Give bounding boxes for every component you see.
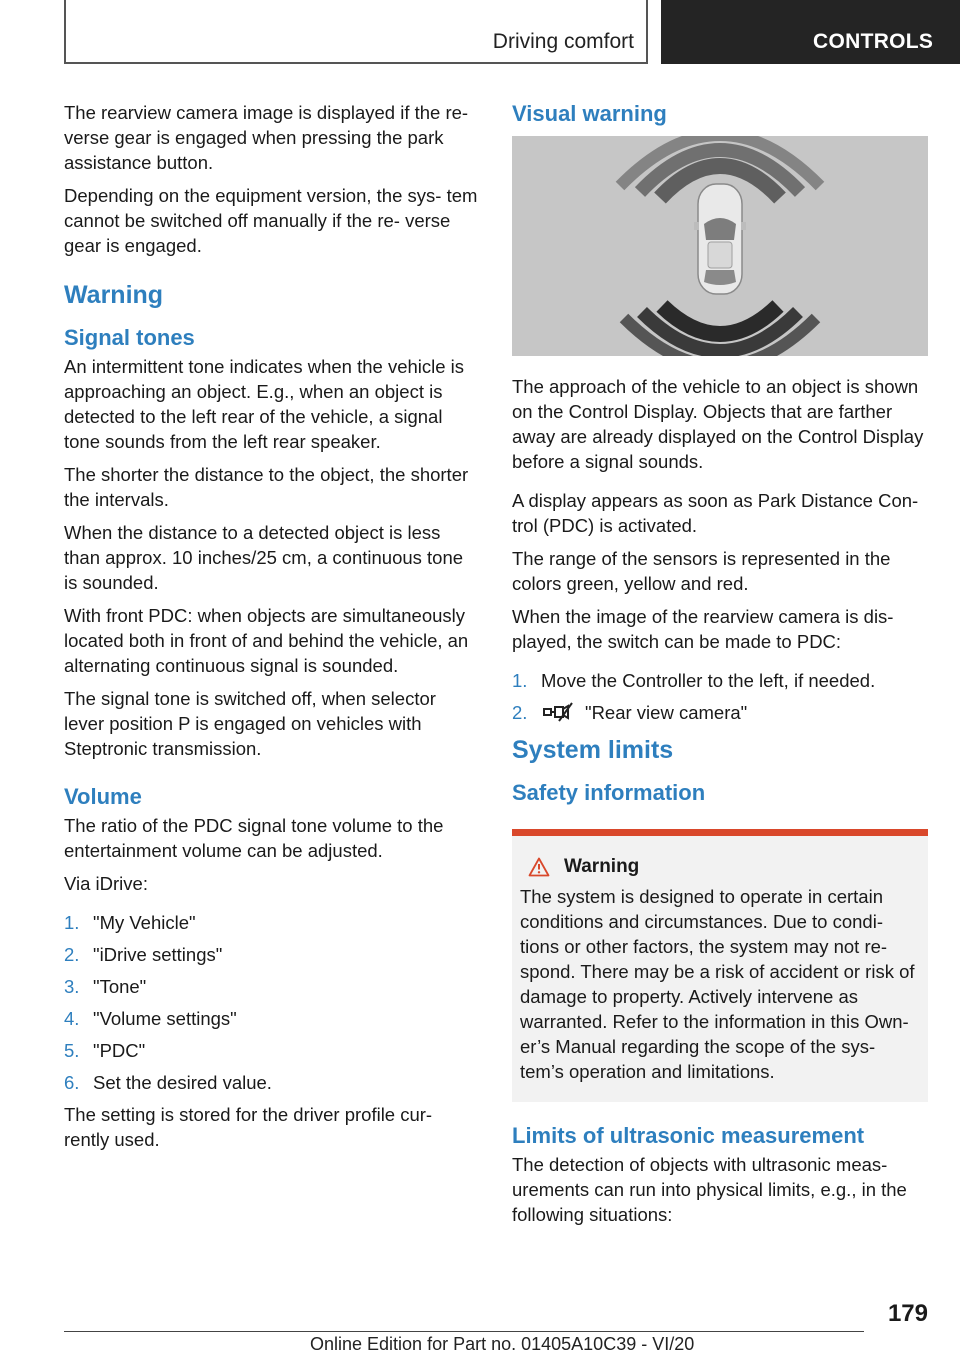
right-column — [512, 100, 928, 1235]
header-chapter-tab: CONTROLS — [661, 0, 960, 64]
list-item — [64, 942, 480, 967]
heading-volume: Volume — [64, 784, 142, 809]
step-text: "My Vehicle" — [93, 912, 196, 933]
list-item — [512, 700, 928, 725]
intro-paragraph-2: Depending on the equipment version, the sys‐ tem cannot be switched off manually if the re‐ verse gear is engaged. — [64, 185, 478, 256]
intro-paragraph-1: The rearview camera image is displayed if the re‐ verse gear is engaged when pressing the park assistance button. — [64, 102, 469, 173]
pdc-switch-steps-list — [512, 668, 928, 725]
warning-box-title — [520, 856, 920, 878]
volume-steps-list — [64, 910, 480, 1095]
heading-ultrasonic-limits: Limits of ultrasonic measurement — [512, 1123, 865, 1148]
left-column — [64, 100, 480, 1160]
ultrasonic-paragraph-1: The detection of objects with ultrasonic meas‐ urements can run into physical limits, e.g., in the following situations: — [512, 1154, 907, 1225]
step-text: "Volume settings" — [93, 1008, 237, 1029]
step-number: 6. — [64, 1072, 80, 1093]
visual-paragraph-4: When the image of the rearview camera is dis‐ played, the switch can be made to PDC: — [512, 606, 894, 652]
warning-title-text: Warning — [564, 856, 640, 877]
visual-paragraph-2: A display appears as soon as Park Distance Con‐ trol (PDC) is activated. — [512, 490, 919, 536]
step-number: 1. — [64, 912, 80, 933]
step-text: "PDC" — [93, 1040, 146, 1061]
step-text: Move the Controller to the left, if needed. — [541, 670, 876, 691]
list-item — [64, 1038, 480, 1063]
footer-rule — [64, 1331, 864, 1332]
list-item — [64, 974, 480, 999]
step-number: 3. — [64, 976, 80, 997]
warning-text: The system is designed to operate in certain conditions and circumstances. Due to condi‐ tions or other factors, the system may not re‐ spond. There may be a risk of accident or risk of damage to property. Actively intervene as warranted. Refer to the information in this Own‐ er’s Manual regarding the scope of the sys‐ tem’s operation and limitations. — [520, 886, 915, 1082]
signal-paragraph-5: The signal tone is switched off, when selector lever position P is engaged on vehicles with Steptronic transmission. — [64, 688, 436, 759]
heading-warning: Warning — [64, 281, 164, 309]
volume-paragraph-3: The setting is stored for the driver profile cur‐ rently used. — [64, 1104, 433, 1150]
step-text: "Tone" — [93, 976, 147, 997]
warning-triangle-icon — [528, 857, 550, 877]
volume-paragraph-2: Via iDrive: — [64, 873, 148, 894]
heading-system-limits: System limits — [512, 736, 674, 764]
header-section-title: Driving comfort — [492, 30, 634, 53]
signal-paragraph-2: The shorter the distance to the object, the shorter the intervals. — [64, 464, 469, 510]
list-item — [64, 1006, 480, 1031]
list-item — [64, 1070, 480, 1095]
heading-visual-warning: Visual warning — [512, 101, 667, 126]
step-text: "Rear view camera" — [585, 702, 748, 723]
step-number: 4. — [64, 1008, 80, 1029]
list-item — [64, 910, 480, 935]
visual-paragraph-3: The range of the sensors is represented in the colors green, yellow and red. — [512, 548, 891, 594]
signal-paragraph-1: An intermittent tone indicates when the vehicle is approaching an object. E.g., when an object is detected to the left rear of the vehicle, a signal tone sounds from the left rear speaker. — [64, 356, 465, 452]
volume-paragraph-1: The ratio of the PDC signal tone volume to the entertainment volume can be adjusted. — [64, 815, 444, 861]
heading-signal-tones: Signal tones — [64, 325, 195, 350]
step-number: 1. — [512, 670, 528, 691]
pdc-car-illustration — [512, 136, 928, 356]
step-number: 2. — [64, 944, 80, 965]
heading-safety-information: Safety information — [512, 780, 706, 805]
step-number: 5. — [64, 1040, 80, 1061]
signal-paragraph-4: With front PDC: when objects are simultaneously located both in front of and behind the vehicle, an alternating continuous signal is sounded. — [64, 605, 469, 676]
page-number: 179 — [887, 1300, 928, 1327]
rear-view-camera-icon — [541, 701, 575, 723]
pdc-display-figure — [512, 136, 928, 356]
visual-paragraph-1: The approach of the vehicle to an object is shown on the Control Display. Objects that are farther away are already displayed on the Control Display before a signal sounds. — [512, 376, 924, 472]
list-item — [512, 668, 928, 693]
step-number: 2. — [512, 702, 528, 723]
footer-edition: Online Edition for Part no. 01405A10C39 - VI/20 — [310, 1334, 695, 1354]
signal-paragraph-3: When the distance to a detected object is less than approx. 10 inches/25 cm, a continuous tone is sounded. — [64, 522, 464, 593]
step-text: Set the desired value. — [93, 1072, 272, 1093]
step-text: "iDrive settings" — [93, 944, 223, 965]
warning-box — [512, 829, 928, 1102]
